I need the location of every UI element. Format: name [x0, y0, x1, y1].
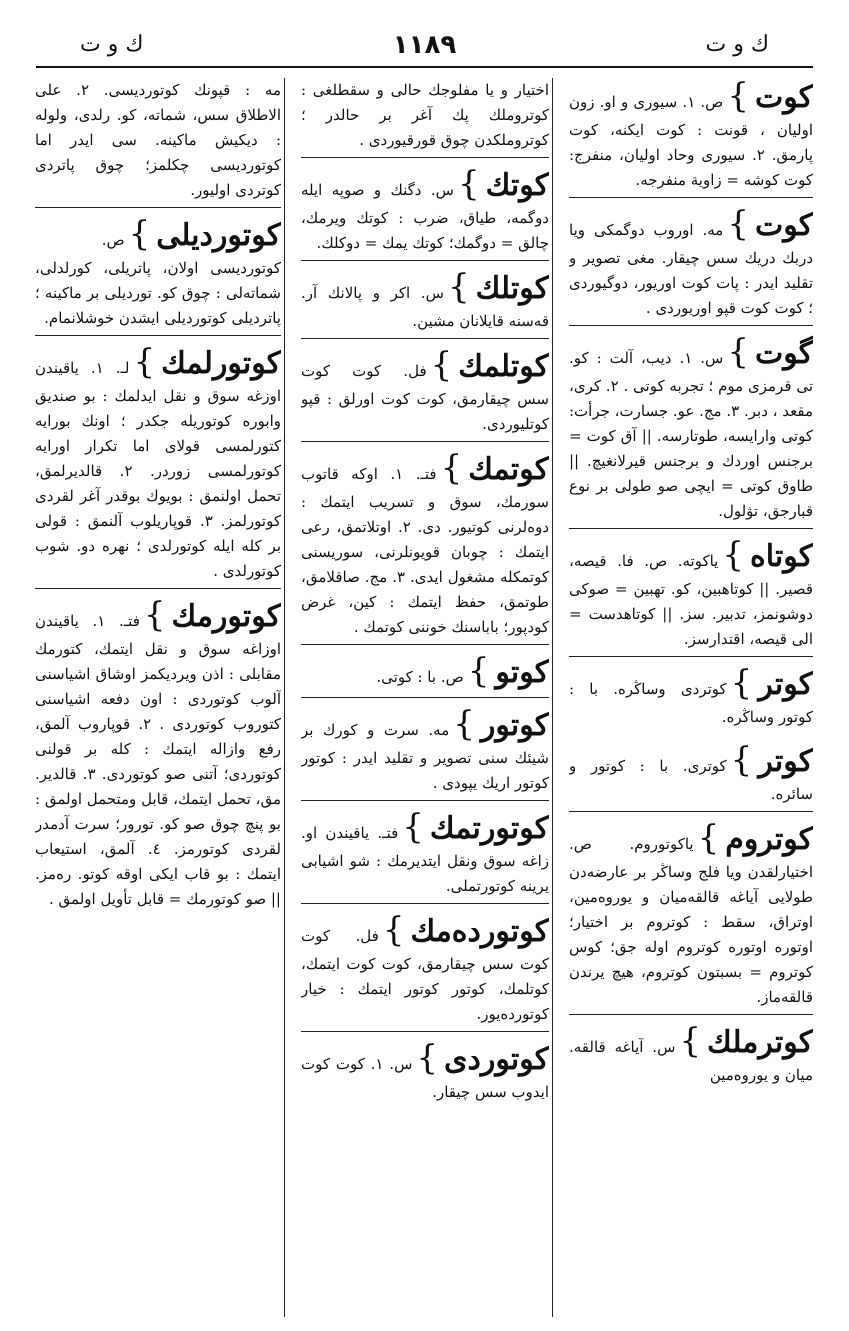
dictionary-entry — [35, 78, 281, 208]
entry-headword: كوتورمك — [171, 599, 281, 634]
entry-brace: } — [453, 704, 475, 744]
entry-definition: مه. اوروب دوگمكى ويا دربك دريك سس چيقار. مغى تصوير و تقليد ايدر : پات كوت اوريور، دوگيوردى ؛ كوت كوت قپو اوريوردى . — [569, 221, 813, 317]
entry-headword: كوتلك — [475, 271, 549, 306]
column-divider — [284, 78, 285, 1317]
entry-definition: فتـ. ياقيندن او. زاغه سوق ونقل ايتديرمك : شو اشيابى يرينه كوتورتملى. — [301, 824, 549, 895]
dictionary-entry — [301, 653, 549, 698]
column-divider — [552, 78, 553, 1317]
entry-brace: } — [722, 535, 744, 575]
entry-definition: ص. با : كوتى. — [376, 668, 464, 686]
dictionary-entry — [301, 809, 549, 904]
page-header — [40, 30, 809, 64]
entry-definition: فل. كوت كوت سس چيقارمق، كوت كوت اورلق : قپو كوتليوردى. — [301, 362, 549, 433]
dictionary-entry — [301, 1040, 549, 1109]
entry-definition: كوتردى وساڭره. با : كوتور وساڭره. — [569, 680, 813, 726]
column-left — [35, 78, 281, 1317]
dictionary-entry — [35, 344, 281, 589]
dictionary-entry — [301, 78, 549, 158]
entry-definition: اختيار و يا مفلوجك حالى و سقطلغى : كوتروملك پك آغر بر حالدر ؛ كوتروملكدن چوق قورقيوردى . — [301, 81, 549, 149]
entry-headword: گوت — [754, 336, 813, 371]
page-number: ١١٨٩ — [392, 30, 457, 60]
entry-brace: } — [430, 345, 453, 385]
dictionary-entry — [301, 450, 549, 645]
dictionary-entry — [301, 912, 549, 1032]
entry-brace: } — [727, 78, 749, 116]
entry-definition: س. اكر و پالانك آر. قه‌سنه قايلانان مشين. — [301, 284, 549, 330]
dictionary-entry — [569, 334, 813, 529]
entry-definition: فل. كوت كوت سس چيقارمق، كوت كوت ايتمك، كوتلمك، كوتور كوتور ايتمك : خيار كوتورده‌يور. — [301, 927, 549, 1023]
entry-definition: س. ١. كوت كوت ايدوب سس چيقار. — [301, 1055, 549, 1101]
dictionary-entry — [569, 206, 813, 326]
entry-brace: } — [133, 342, 156, 382]
entry-headword: كوت — [754, 80, 813, 115]
entry-brace: } — [382, 910, 405, 950]
dictionary-entry — [301, 706, 549, 801]
entry-headword: كوتورديلى — [156, 218, 281, 253]
entry-headword: كوتر — [758, 667, 813, 702]
dictionary-entry — [301, 166, 549, 261]
entry-definition: مه. سرت و كورك بر شيئك سنى تصوير و تقليد ايدر : كوتور كوتور اريك يپودى . — [301, 721, 549, 792]
entry-definition: ياكوتوروم. ص. اختيارلقدن ويا فلج وساڭر بر عارضه‌دن طولايى آياغه قالقه‌ميان و يوروه‌مين، اوتراق، سقط : كوتروم بر اختيار؛ اوتوره اوتوره كوتروم اوله جق؛ كوس كوتروم = بسبتون كوتروم، هيچ يرندن قالقه‌ماز. — [569, 835, 813, 1006]
entry-definition: ص. كوتورديسى اولان، پاتريلى، كورلدلى، شماته‌لى : چوق كو. توردیلی بر ماكينه ؛ پاتردیلى كوتورديلى ايشدن خوشلانمام. — [35, 231, 281, 327]
entry-definition: س. دگنك و صوپه ايله دوگمه، طياق، ضرب : كوتك ويرمك، چالق = دوگمك؛ كوتك يمك = دوكلك. — [301, 181, 549, 252]
entry-headword: كوتورده‌مك — [410, 914, 549, 949]
entry-brace: } — [457, 164, 480, 204]
entry-definition: ياكوته. ص. فا. قيصه، قصير. || كوتاهبين، كو. تهبين = صوكى دوشونمز، تدبير. سز. || كوتاهدست = الى قيصه، اقتدارسز. — [569, 552, 813, 648]
header-left-guide-word: ك و ت — [80, 32, 144, 57]
entry-brace: } — [402, 807, 424, 847]
entry-brace: } — [727, 332, 749, 372]
entry-brace: } — [697, 818, 720, 858]
entry-headword: كوتورتمك — [429, 811, 549, 846]
entry-brace: } — [467, 651, 490, 691]
dictionary-entry — [569, 537, 813, 657]
entry-definition: س. ١. ديب، آلت : كو. تى قرمزى موم ؛ تجربه كوتى . ٢. كرى، مقعد ، دبر. ٣. مج. عو. جسارت، جرأت: كوتى وارايسه، طوتارسه. || آق كوت = برجنس اوردك و برجنس قيرلانغيچ. || طاوق كوتى = ايچى صو طولى بر نوع قبارجق، تۋلول. — [569, 349, 813, 520]
entry-brace: } — [416, 1038, 439, 1078]
dictionary-entry — [35, 216, 281, 336]
header-rule — [36, 66, 813, 68]
entry-headword: كوتاه — [750, 539, 813, 574]
dictionary-entry — [569, 742, 813, 812]
dictionary-entry — [301, 347, 549, 442]
entry-brace: } — [448, 267, 470, 307]
entry-brace: } — [730, 740, 753, 780]
entry-brace: } — [128, 214, 151, 254]
entry-headword: كوتورلمك — [161, 346, 281, 381]
entry-definition: ص. ١. سيورى و او. زون اوليان ، قونت : كوت ايكنه، كوت پارمق. ٢. سيورى وحاد اوليان، منفرج: كوت كوشه = زاوية منفرجه. — [569, 93, 813, 189]
column-middle — [301, 78, 549, 1317]
entry-headword: كوتور — [480, 708, 549, 743]
dictionary-entry — [569, 78, 813, 198]
entry-definition: فتـ. ١. ياقيندن اوزاغه سوق و نقل ايتمك، كتورمك مقابلى : اذن ويردیکمز اوشاق اشياسنى آلوب كوتوردى : اون دفعه اشياسنى كتوروب كوتوردى . ٢. قوپاروب آلمق، رفع وازاله ايتمك : كله بر قولنى كوتوردى؛ آتنى صو كوتوردى. ٣. قالدير. مق، تحمل ايتمك، قابل ومتحمل اولمق : بو پنچ چوق صو كو. تورور؛ سرت آدمدر لقردى كوتورمز. ٤. آلمق، استيعاب ايتمك : بو قاب ايكى اوقه كوتو. ره‌مز. || صو كوتورمك = قابل تأويل اولمق . — [35, 612, 281, 908]
dictionary-entry — [569, 665, 813, 734]
entry-headword: كوتلمك — [458, 349, 549, 384]
dictionary-entry — [301, 269, 549, 339]
entry-definition: كوترى. با : كوتور و سائره. — [569, 757, 813, 803]
entry-headword: كوتروم — [725, 822, 813, 857]
dictionary-entry — [569, 1023, 813, 1092]
entry-headword: كوتوردى — [444, 1042, 549, 1077]
entry-definition: لـ. ١. ياقيندن اوزغه سوق و نقل ايدلمك : بو صنديق وابوره كوتوريله جكدر ؛ اونك بورايه كتورلمسى قولاى اما تكرار اورايه كوتورلمسى زوردر. ٢. قالديرلمق، تحمل اولنمق : بويوك بوقدر آغر لقردى كوتورلمز. ٣. قوپاريلوب آلنمق : قولى بر كله ايله كوتورلدى ؛ نهره دو. شوب كوتورلدى . — [35, 359, 281, 580]
dictionary-entry — [569, 820, 813, 1015]
entry-brace: } — [727, 204, 749, 244]
entry-headword: كوتك — [485, 168, 549, 203]
entry-definition: س. آياغه قالقه. ميان و يوروه‌مين — [569, 1038, 813, 1084]
column-right — [569, 78, 813, 1317]
entry-headword: كوتمك — [468, 452, 549, 487]
entry-headword: كوت — [754, 208, 813, 243]
entry-definition: فتـ. ١. اوكه قاتوب سورمك، سوق و تسريب ايتمك : دوه‌لرنى كوتيور. دى. ٢. اوتلاتمق، رعى ايتمك : چوبان قويونلرنى، سوريسنى كوتمكله مشغول ايدى. ٣. مج. صاقلامق، طوتمق، حفظ ايتمك : كين، غرض كودپور؛ باباسنك خوننى كوتمك . — [301, 465, 549, 636]
entry-brace: } — [440, 448, 463, 488]
dictionary-entry — [35, 597, 281, 916]
entry-brace: } — [730, 663, 753, 703]
entry-headword: كوتر — [758, 744, 813, 779]
entry-headword: كوتو — [495, 655, 549, 690]
entry-brace: } — [143, 595, 166, 635]
header-right-guide-word: ك و ت — [705, 32, 769, 57]
entry-brace: } — [679, 1021, 702, 1061]
entry-headword: كوترملك — [707, 1025, 813, 1060]
entry-definition: مه : قپونك كوتورديسى. ٢. على الاطلاق سس، شماته، كو. رلدى، ولوله : ديكيش ماكينه. سى ايدر اما كوتورديسى چكلمز؛ چوق پاتردى كوتردى اوليور. — [35, 81, 281, 199]
